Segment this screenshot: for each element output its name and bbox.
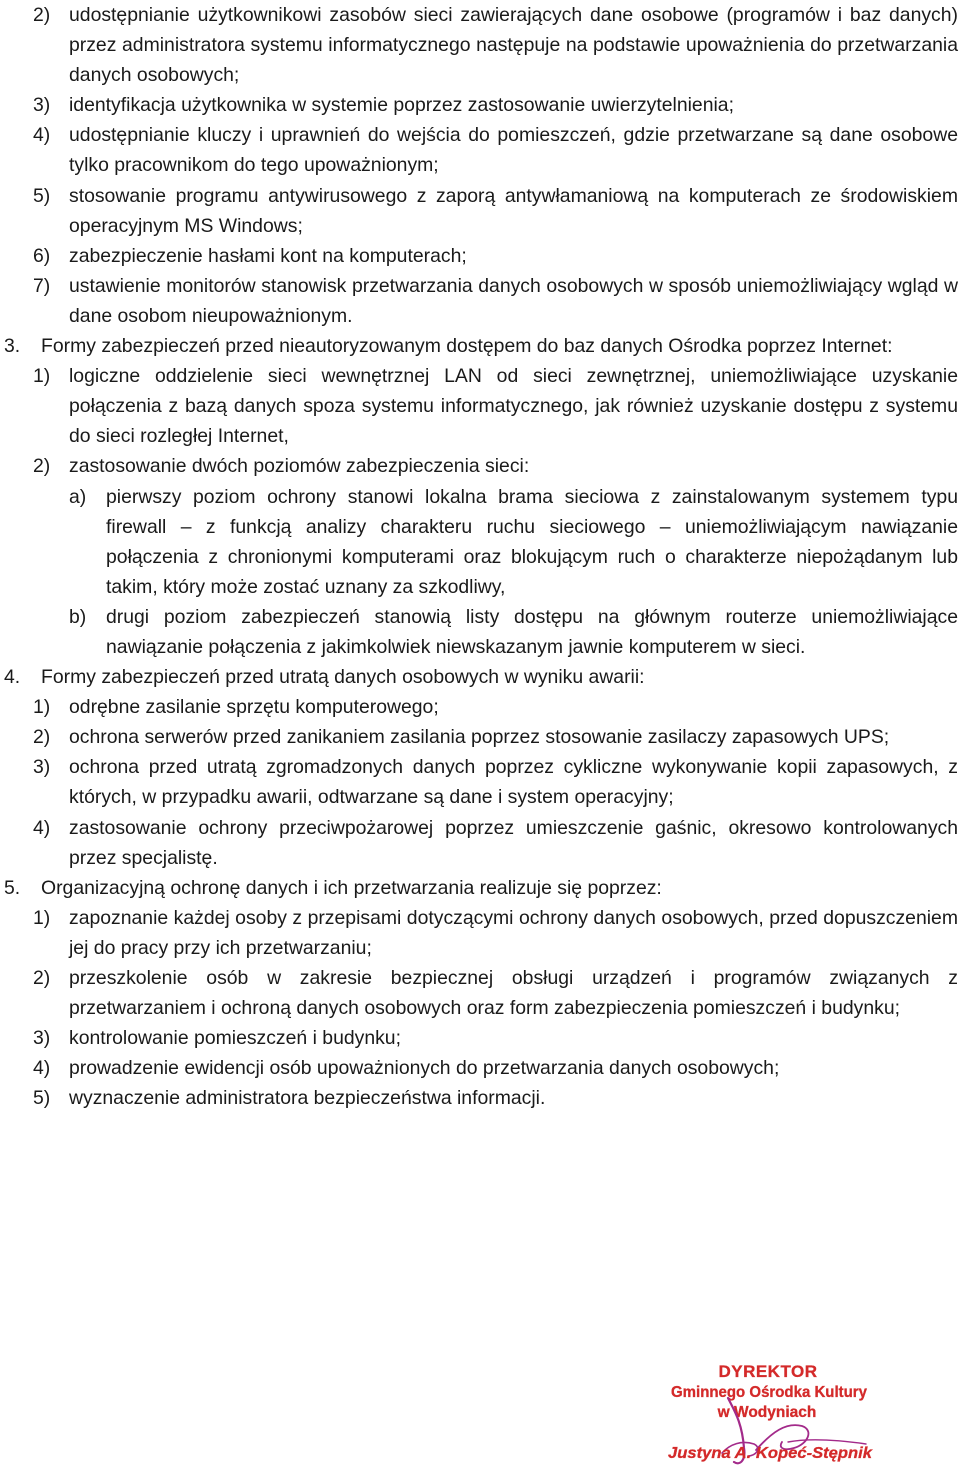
list-marker: 2) xyxy=(33,4,51,26)
list-marker: 4) xyxy=(33,816,51,839)
list-item-text: zastosowanie dwóch poziomów zabezpieczenia sieci: xyxy=(69,455,530,478)
stamp-signature: Justyna A. Kopeć-Stępnik xyxy=(668,1445,874,1462)
section-heading-text: Formy zabezpieczeń przed nieautoryzowanym dostępem do baz danych Ośrodka poprzez Internet: xyxy=(41,335,893,358)
list-item xyxy=(0,241,958,271)
list-item xyxy=(0,692,958,722)
list-marker: 4) xyxy=(33,1057,51,1080)
section-heading-text: Formy zabezpieczeń przed utratą danych osobowych w wyniku awarii: xyxy=(41,666,645,689)
list-marker: 1) xyxy=(33,365,51,388)
list-item-text: zabezpieczenie hasłami kont na komputerach; xyxy=(69,244,467,267)
list-item-text: ustawienie monitorów stanowisk przetwarzania danych osobowych w sposób uniemożliwiający wgląd w dane osobom nieupoważnionym. xyxy=(69,274,958,327)
list-marker: 1) xyxy=(33,906,51,929)
stamp-line-2: Gminnego Ośrodka Kultury xyxy=(671,1384,868,1401)
list-marker: 1) xyxy=(33,696,51,719)
list-item xyxy=(0,181,958,241)
list-marker: 3) xyxy=(33,1027,51,1050)
list-item-text: kontrolowanie pomieszczeń i budynku; xyxy=(69,1027,401,1050)
section-heading xyxy=(0,873,958,903)
list-item-text: ochrona przed utratą zgromadzonych danych poprzez cykliczne wykonywanie kopii zapasowych, z których, w przypadku awarii, odtwarzane są dane i system operacyjny; xyxy=(69,756,958,809)
sub-list-marker: a) xyxy=(69,485,87,508)
list-marker: 2) xyxy=(33,455,51,478)
list-item xyxy=(0,361,958,451)
section-number: 3. xyxy=(4,335,21,358)
list-marker: 4) xyxy=(33,124,51,147)
section-5 xyxy=(0,873,960,1114)
list-item-text: wyznaczenie administratora bezpieczeństwa informacji. xyxy=(69,1087,546,1110)
list-marker: 5) xyxy=(33,1087,51,1110)
list-item-text: udostępnianie użytkownikowi zasobów sieci zawierających dane osobowe (programów i baz danych) przez administratora systemu informatycznego następuje na podstawie upoważnienia do przetwarzania danych osobowych; xyxy=(69,4,958,87)
list-item xyxy=(0,903,958,963)
list-item xyxy=(0,752,958,812)
list-item-text: udostępnianie kluczy i uprawnień do wejścia do pomieszczeń, gdzie przetwarzane są dane osobowe tylko pracownikom do tego upoważnionym; xyxy=(69,124,958,177)
list-item xyxy=(0,1053,958,1083)
section-heading xyxy=(0,662,958,692)
list-marker: 3) xyxy=(33,94,51,117)
stamp-line-1: DYREKTOR xyxy=(718,1362,818,1381)
list-item xyxy=(0,451,958,481)
list-item-text: stosowanie programu antywirusowego z zaporą antywłamaniową na komputerach ze środowiskiem operacyjnym MS Windows; xyxy=(69,184,958,237)
list-item xyxy=(0,722,958,752)
section-3 xyxy=(0,331,960,662)
stamp-line-3: w Wodyniach xyxy=(717,1404,817,1421)
section-number: 5. xyxy=(4,876,21,899)
sub-list-item-text: drugi poziom zabezpieczeń stanowią listy dostępu na głównym routerze uniemożliwiające nawiązanie połączenia z jakimkolwiek niewskazanym jawnie komputerem w sieci. xyxy=(106,605,958,658)
list-item-text: prowadzenie ewidencji osób upoważnionych do przetwarzania danych osobowych; xyxy=(69,1057,780,1080)
list-item xyxy=(0,813,958,873)
list-item xyxy=(0,90,958,120)
sub-list-item xyxy=(0,482,958,602)
list-item-text: logiczne oddzielenie sieci wewnętrznej LAN od sieci zewnętrznej, uniemożliwiające uzyskanie połączenia z bazą danych spoza systemu informatycznego, jak również uzyskanie dostępu z systemu do sieci rozległej Internet, xyxy=(69,365,958,448)
sub-list-marker: b) xyxy=(69,605,87,628)
list-item xyxy=(0,963,958,1023)
list-item-text: ochrona serwerów przed zanikaniem zasilania poprzez stosowanie zasilaczy zapasowych UPS; xyxy=(69,726,890,749)
list-item xyxy=(0,271,958,331)
list-item-text: odrębne zasilanie sprzętu komputerowego; xyxy=(69,696,439,719)
list-item-text: identyfikacja użytkownika w systemie poprzez zastosowanie uwierzytelnienia; xyxy=(69,94,734,117)
section-heading xyxy=(0,331,958,361)
sub-list-item xyxy=(0,602,958,662)
sub-list-item-text: pierwszy poziom ochrony stanowi lokalna brama sieciowa z zainstalowanym systemem typu firewall – z funkcją analizy charakteru ruchu sieciowego – uniemożliwiającym nawiązanie połączenia z chronionymi komputerami oraz blokującym ruch o charakterze niepożądanym lub takim, który może zostać uznany za szkodliwy, xyxy=(106,485,958,598)
list-item xyxy=(0,1083,958,1113)
list-marker: 3) xyxy=(33,756,51,779)
list-marker: 6) xyxy=(33,244,51,267)
list-marker: 5) xyxy=(33,184,51,207)
list-marker: 7) xyxy=(33,274,51,297)
list-item xyxy=(0,1023,958,1053)
section-4 xyxy=(0,662,960,873)
list-marker: 2) xyxy=(33,967,51,989)
section-heading-text: Organizacyjną ochronę danych i ich przetwarzania realizuje się poprzez: xyxy=(41,876,662,899)
intro-list xyxy=(0,0,960,331)
list-item-text: zastosowanie ochrony przeciwpożarowej poprzez umieszczenie gaśnic, okresowo kontrolowanych przez specjalistę. xyxy=(69,816,958,869)
section-number: 4. xyxy=(4,666,21,689)
director-stamp xyxy=(660,1352,960,1474)
list-marker: 2) xyxy=(33,726,51,749)
list-item xyxy=(0,120,958,180)
list-item xyxy=(0,0,958,90)
list-item-text: zapoznanie każdej osoby z przepisami dotyczącymi ochrony danych osobowych, przed dopuszczeniem jej do pracy przy ich przetwarzaniu; xyxy=(69,906,958,959)
list-item-text: przeszkolenie osób w zakresie bezpiecznej obsługi urządzeń i programów związanych z przetwarzaniem i ochroną danych osobowych oraz form zabezpieczenia pomieszczeń i budynku; xyxy=(69,967,958,1020)
